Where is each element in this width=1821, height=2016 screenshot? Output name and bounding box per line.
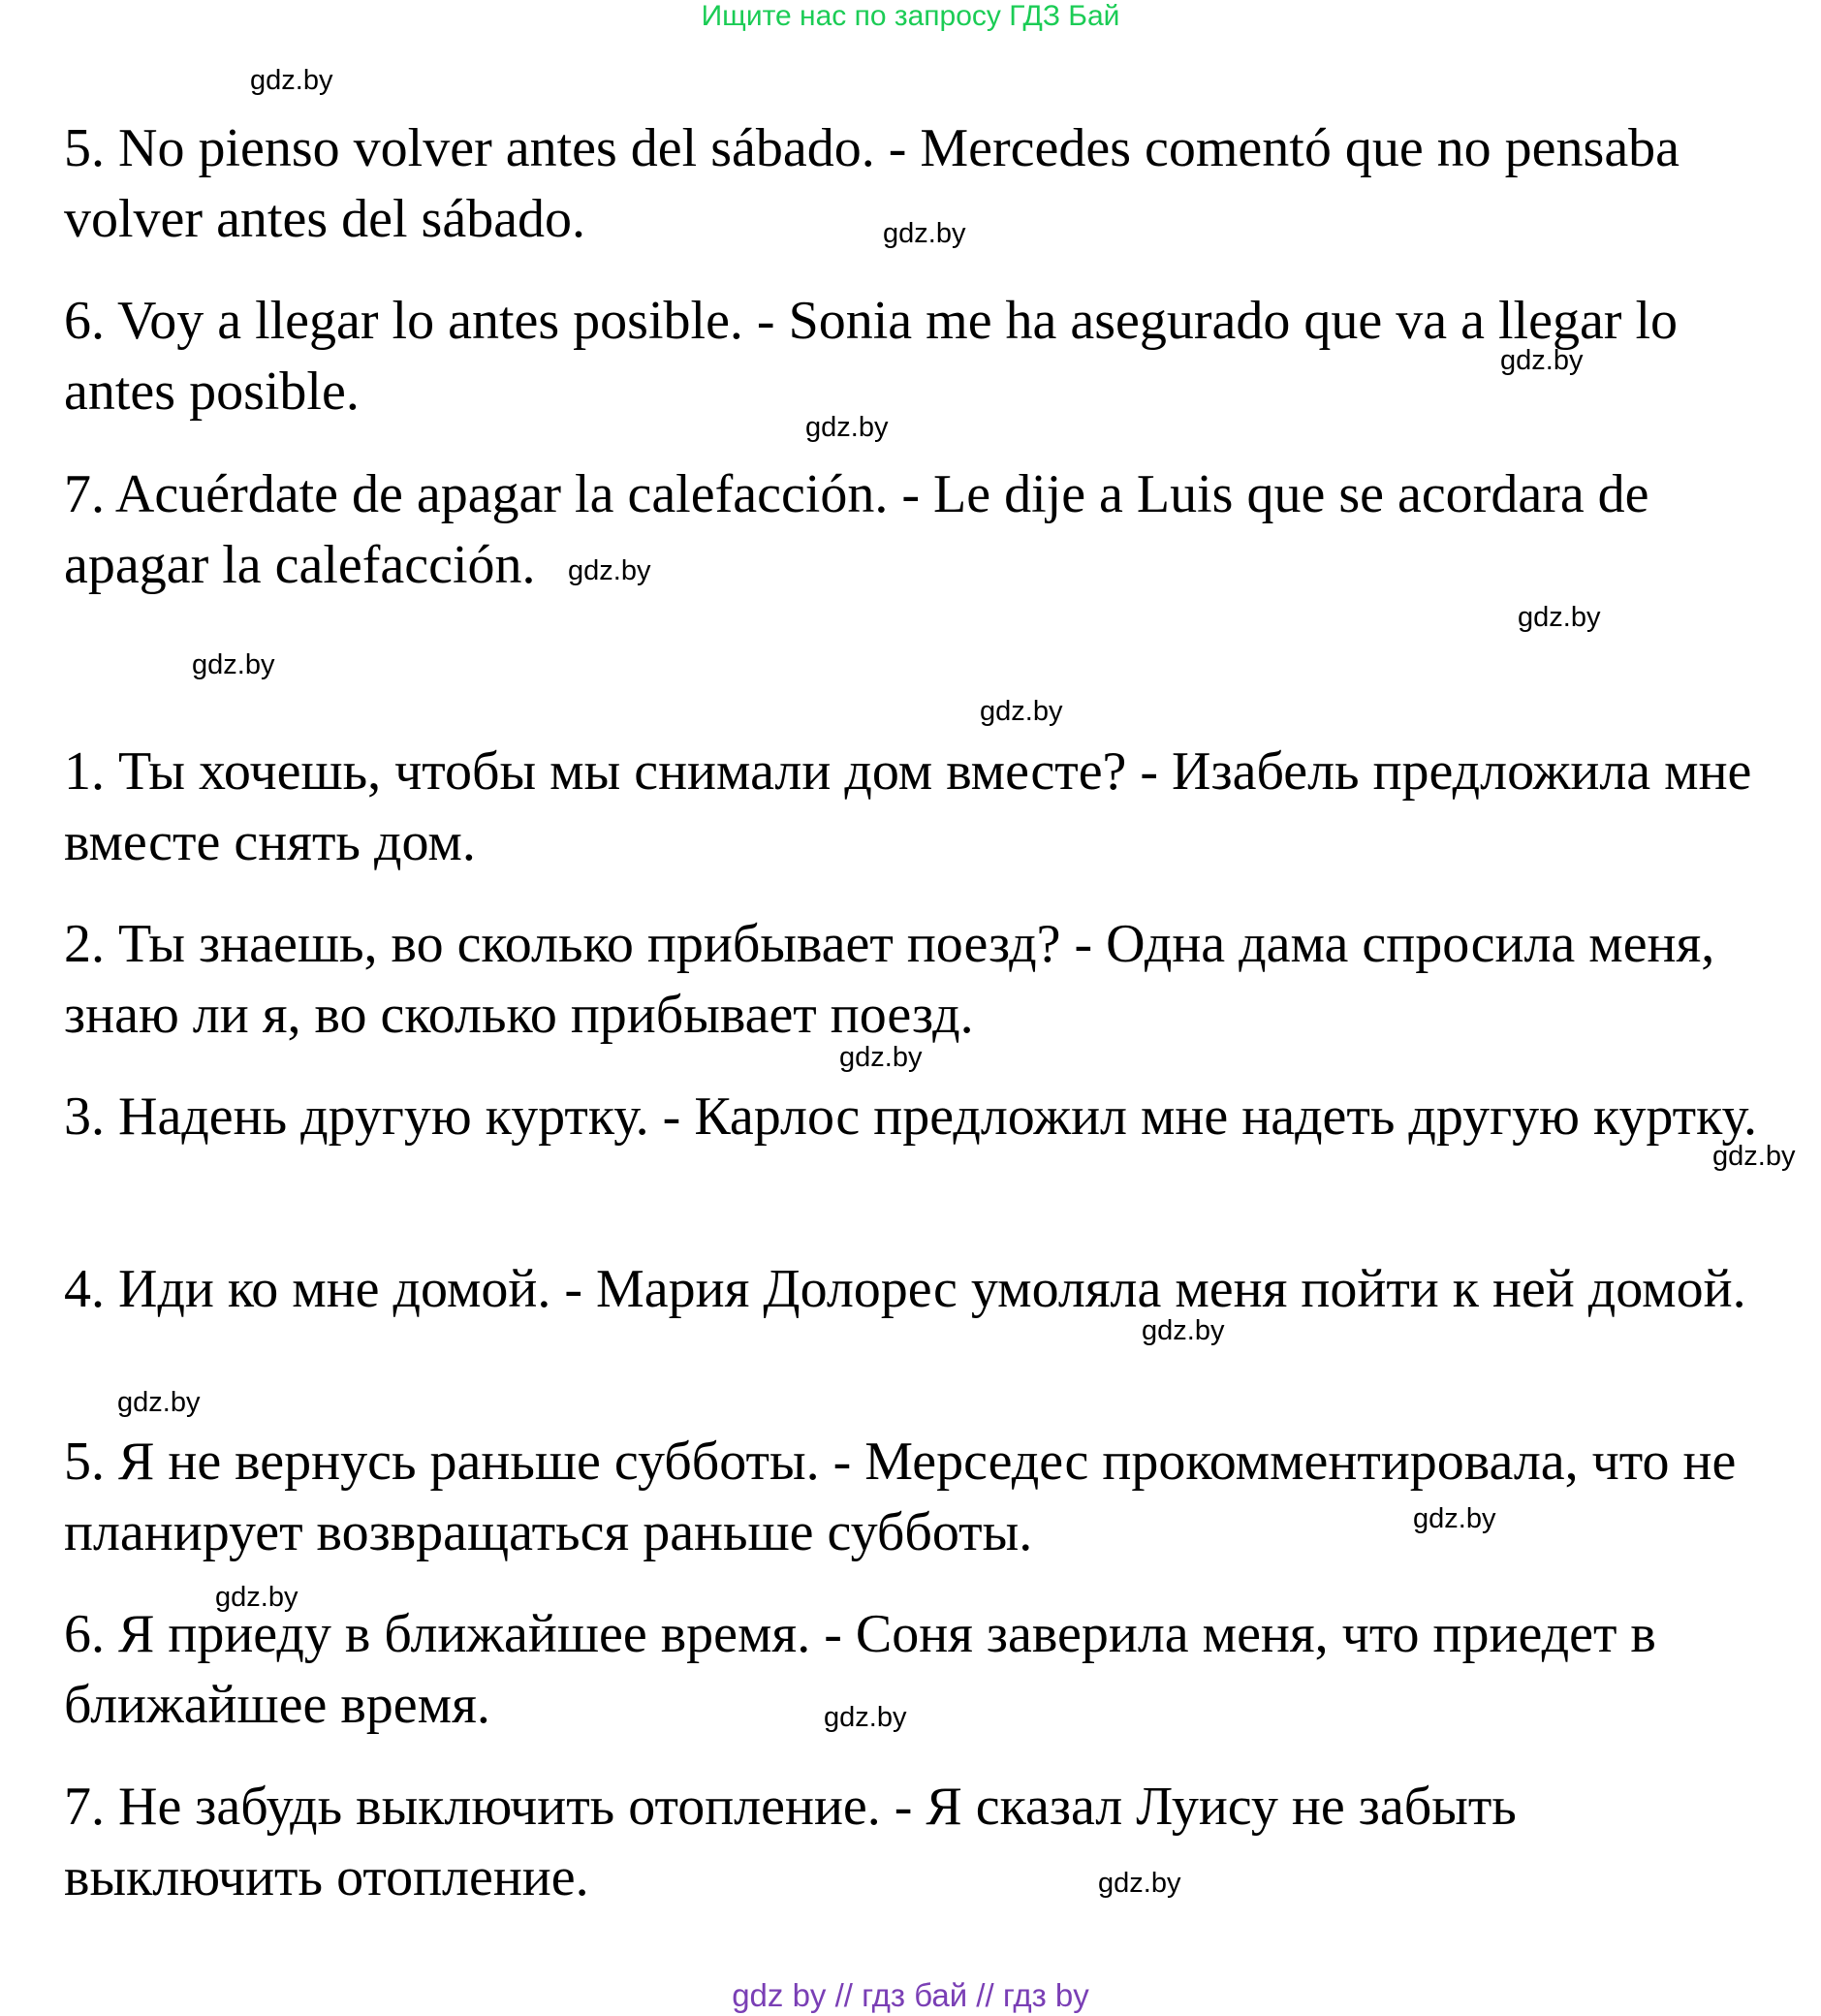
watermark: gdz.by xyxy=(117,1387,201,1418)
watermark: gdz.by xyxy=(980,696,1063,727)
search-banner: Ищите нас по запросу ГДЗ Бай xyxy=(701,0,1120,32)
watermark: gdz.by xyxy=(883,218,966,249)
watermark: gdz.by xyxy=(1712,1141,1796,1172)
watermark: gdz.by xyxy=(192,649,275,680)
paragraph-ru-5: 5. Я не вернусь раньше субботы. - Мерседес прокомментировала, что не планирует возвращаться раньше субботы. xyxy=(64,1432,1737,1562)
paragraph-ru-1: 1. Ты хочешь, чтобы мы снимали дом вместе? - Изабель предложила мне вместе снять дом. xyxy=(64,741,1752,872)
watermark: gdz.by xyxy=(839,1042,923,1073)
watermark: gdz.by xyxy=(805,412,889,443)
watermark: gdz.by xyxy=(824,1702,907,1733)
watermark: gdz.by xyxy=(1142,1315,1225,1346)
watermark: gdz.by xyxy=(1518,602,1601,633)
watermark: gdz.by xyxy=(215,1582,298,1613)
paragraph-ru-3: 3. Надень другую куртку. - Карлос предложил мне надеть другую куртку. xyxy=(64,1087,1757,1147)
watermark: gdz.by xyxy=(1413,1503,1496,1534)
paragraph-es-6: 6. Voy a llegar lo antes posible. - Sonia me ha asegurado que va a llegar lo antes posible. xyxy=(64,291,1679,422)
paragraph-ru-7: 7. Не забудь выключить отопление. - Я сказал Луису не забыть выключить отопление. xyxy=(64,1777,1517,1907)
paragraph-ru-6: 6. Я приеду в ближайшее время. - Соня заверила меня, что приедет в ближайшее время. xyxy=(64,1604,1656,1735)
paragraph-es-7: 7. Acuérdate de apagar la calefacción. - Le dije a Luis que se acordara de apagar la calefacción. xyxy=(64,464,1649,595)
footer-links: gdz by // гдз бай // гдз by xyxy=(732,1977,1089,2013)
watermark: gdz.by xyxy=(1098,1868,1181,1899)
watermark: gdz.by xyxy=(1500,345,1584,376)
watermark: gdz.by xyxy=(568,555,651,586)
watermark: gdz.by xyxy=(250,65,333,96)
paragraph-ru-2: 2. Ты знаешь, во сколько прибывает поезд? - Одна дама спросила меня, знаю ли я, во сколько прибывает поезд. xyxy=(64,914,1715,1045)
paragraph-ru-4: 4. Иди ко мне домой. - Мария Долорес умоляла меня пойти к ней домой. xyxy=(64,1259,1746,1319)
paragraph-es-5: 5. No pienso volver antes del sábado. - Mercedes comentó que no pensaba volver antes del sábado. xyxy=(64,118,1680,249)
